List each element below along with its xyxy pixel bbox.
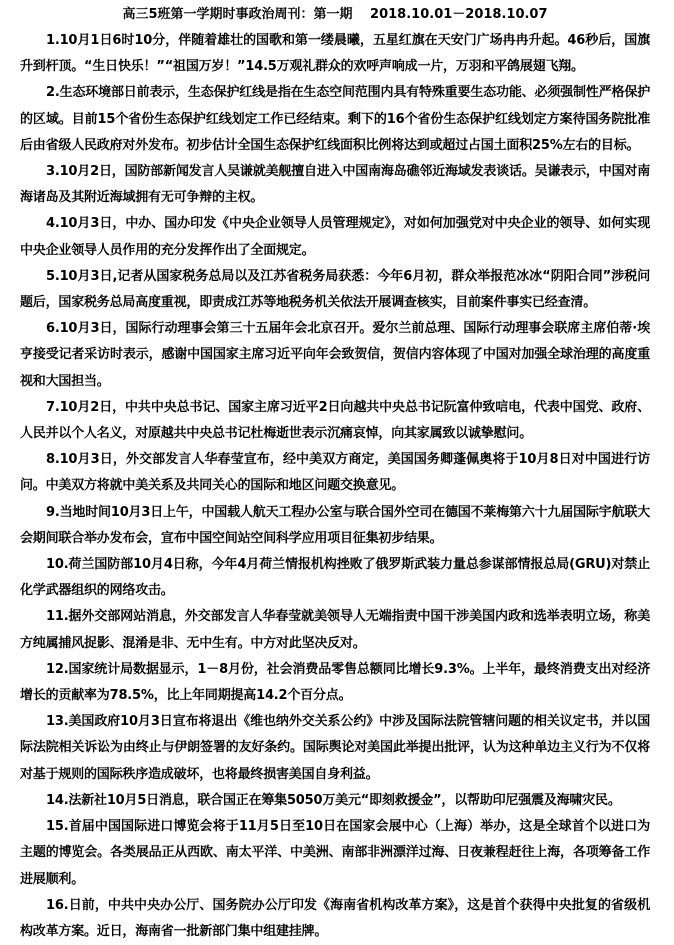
news-item-4: 4.10月3日，中办、国办印发《中央企业领导人员管理规定》，对如何加强党对中央企业的领导、如何实现中央企业领导人员作用的充分发挥作出了全面规定。 xyxy=(20,216,650,258)
news-item-7: 7.10月2日，中共中央总书记、国家主席习近平2日向越共中央总书记阮富仲致唁电，代表中国党、政府、人民并以个人名义，对原越共中央总书记杜梅逝世表示沉痛哀悼，向其家属致以诚挚慰问。 xyxy=(20,399,650,442)
news-item-11: 11.据外交部网站消息，外交部发言人华春莹就美领导人无端指责中国干涉美国内政和选举表明立场，称美方纯属捕风捉影、混淆是非、无中生有。中方对此坚决反对。 xyxy=(20,609,650,651)
news-item-9: 9.当地时间10月3日上午，中国载人航天工程办公室与联合国外空司在德国不莱梅第六十九届国际宇航联大会期间联合举办发布会，宣布中国空间站空间科学应用项目征集初步结果。 xyxy=(20,504,650,546)
news-item-14: 14.法新社10月5日消息，联合国正在筹集5050万美元“即刻救援金”，以帮助印尼强震及海啸灾民。 xyxy=(46,792,621,808)
document-title: 高三5班第一学期时事政治周刊：第一期 2018.10.01－2018.10.07 xyxy=(122,7,548,22)
news-item-13: 13.美国政府10月3日宣布将退出《维也纳外交关系公约》中涉及国际法院管辖问题的相关议定书，并以国际法院相关诉讼为由终止与伊朗签署的友好条约。国际舆论对美国此举提出批评，认为这种单边主义行为不仅将对基于规则的国际秩序造成破坏，也将最终损害美国自身利益。 xyxy=(20,714,650,782)
news-item-5: 5.10月3日,记者从国家税务总局以及江苏省税务局获悉：今年6月初，群众举报范冰冰“阴阳合同”涉税问题后，国家税务总局高度重视，即责成江苏等地税务机关依法开展调查核实，目前案件事实已经查清。 xyxy=(20,268,650,311)
news-item-12: 12.国家统计局数据显示，1－8月份，社会消费品零售总额同比增长9.3%。上半年，最终消费支出对经济增长的贡献率为78.5%，比上年同期提高14.2个百分点。 xyxy=(20,661,650,704)
news-item-16: 16.日前，中共中央办公厅、国务院办公厅印发《海南省机构改革方案》，这是首个获得中央批复的省级机构改革方案。近日，海南省一批新部门集中组建挂牌。 xyxy=(20,897,650,939)
news-item-8: 8.10月3日，外交部发言人华春莹宣布，经中美双方商定，美国国务卿蓬佩奥将于10月8日对中国进行访问。中美双方将就中美关系及共同关心的国际和地区问题交换意见。 xyxy=(20,452,650,494)
news-item-2: 2.生态环境部日前表示，生态保护红线是指在生态空间范围内具有特殊重要生态功能、必须强制性严格保护的区域。目前15个省份生态保护红线划定工作已经结束。剩下的16个省份生态保护红线划定方案待国务院批准后由省级人民政府对外发布。初步估计全国生态保护红线面积比例将达到或超过占国土面积25%左右的目标。 xyxy=(20,85,650,153)
news-item-15: 15.首届中国国际进口博览会将于11月5日至10日在国家会展中心（上海）举办，这是全球首个以进口为主题的博览会。各类展品正从西欧、南太平洋、中美洲、南部非洲漂洋过海、日夜兼程赶往上海，各项筹备工作进展顺利。 xyxy=(20,819,650,887)
news-item-3: 3.10月2日，国防部新闻发言人吴谦就美舰擅自进入中国南海岛礁邻近海域发表谈话。吴谦表示，中国对南海诸岛及其附近海域拥有无可争辩的主权。 xyxy=(20,164,650,206)
news-item-10: 10.荷兰国防部10月4日称，今年4月荷兰情报机构挫败了俄罗斯武装力量总参谋部情报总局(GRU)对禁止化学武器组织的网络攻击。 xyxy=(20,557,650,599)
news-item-6: 6.10月3日，国际行动理事会第三十五届年会北京召开。爱尔兰前总理、国际行动理事会联席主席伯蒂·埃亨接受记者采访时表示，感谢中国国家主席习近平向年会致贺信，贺信内容体现了中国对加强全球治理的高度重视和大国担当。 xyxy=(20,321,650,389)
news-item-1: 1.10月1日6时10分，伴随着雄壮的国歌和第一缕晨曦，五星红旗在天安门广场冉冉升起。46秒后，国旗升到杆顶。“生日快乐！”“祖国万岁！”14.5万观礼群众的欢呼声响成一片，万羽和平鸽展翅飞翔。 xyxy=(20,33,650,75)
